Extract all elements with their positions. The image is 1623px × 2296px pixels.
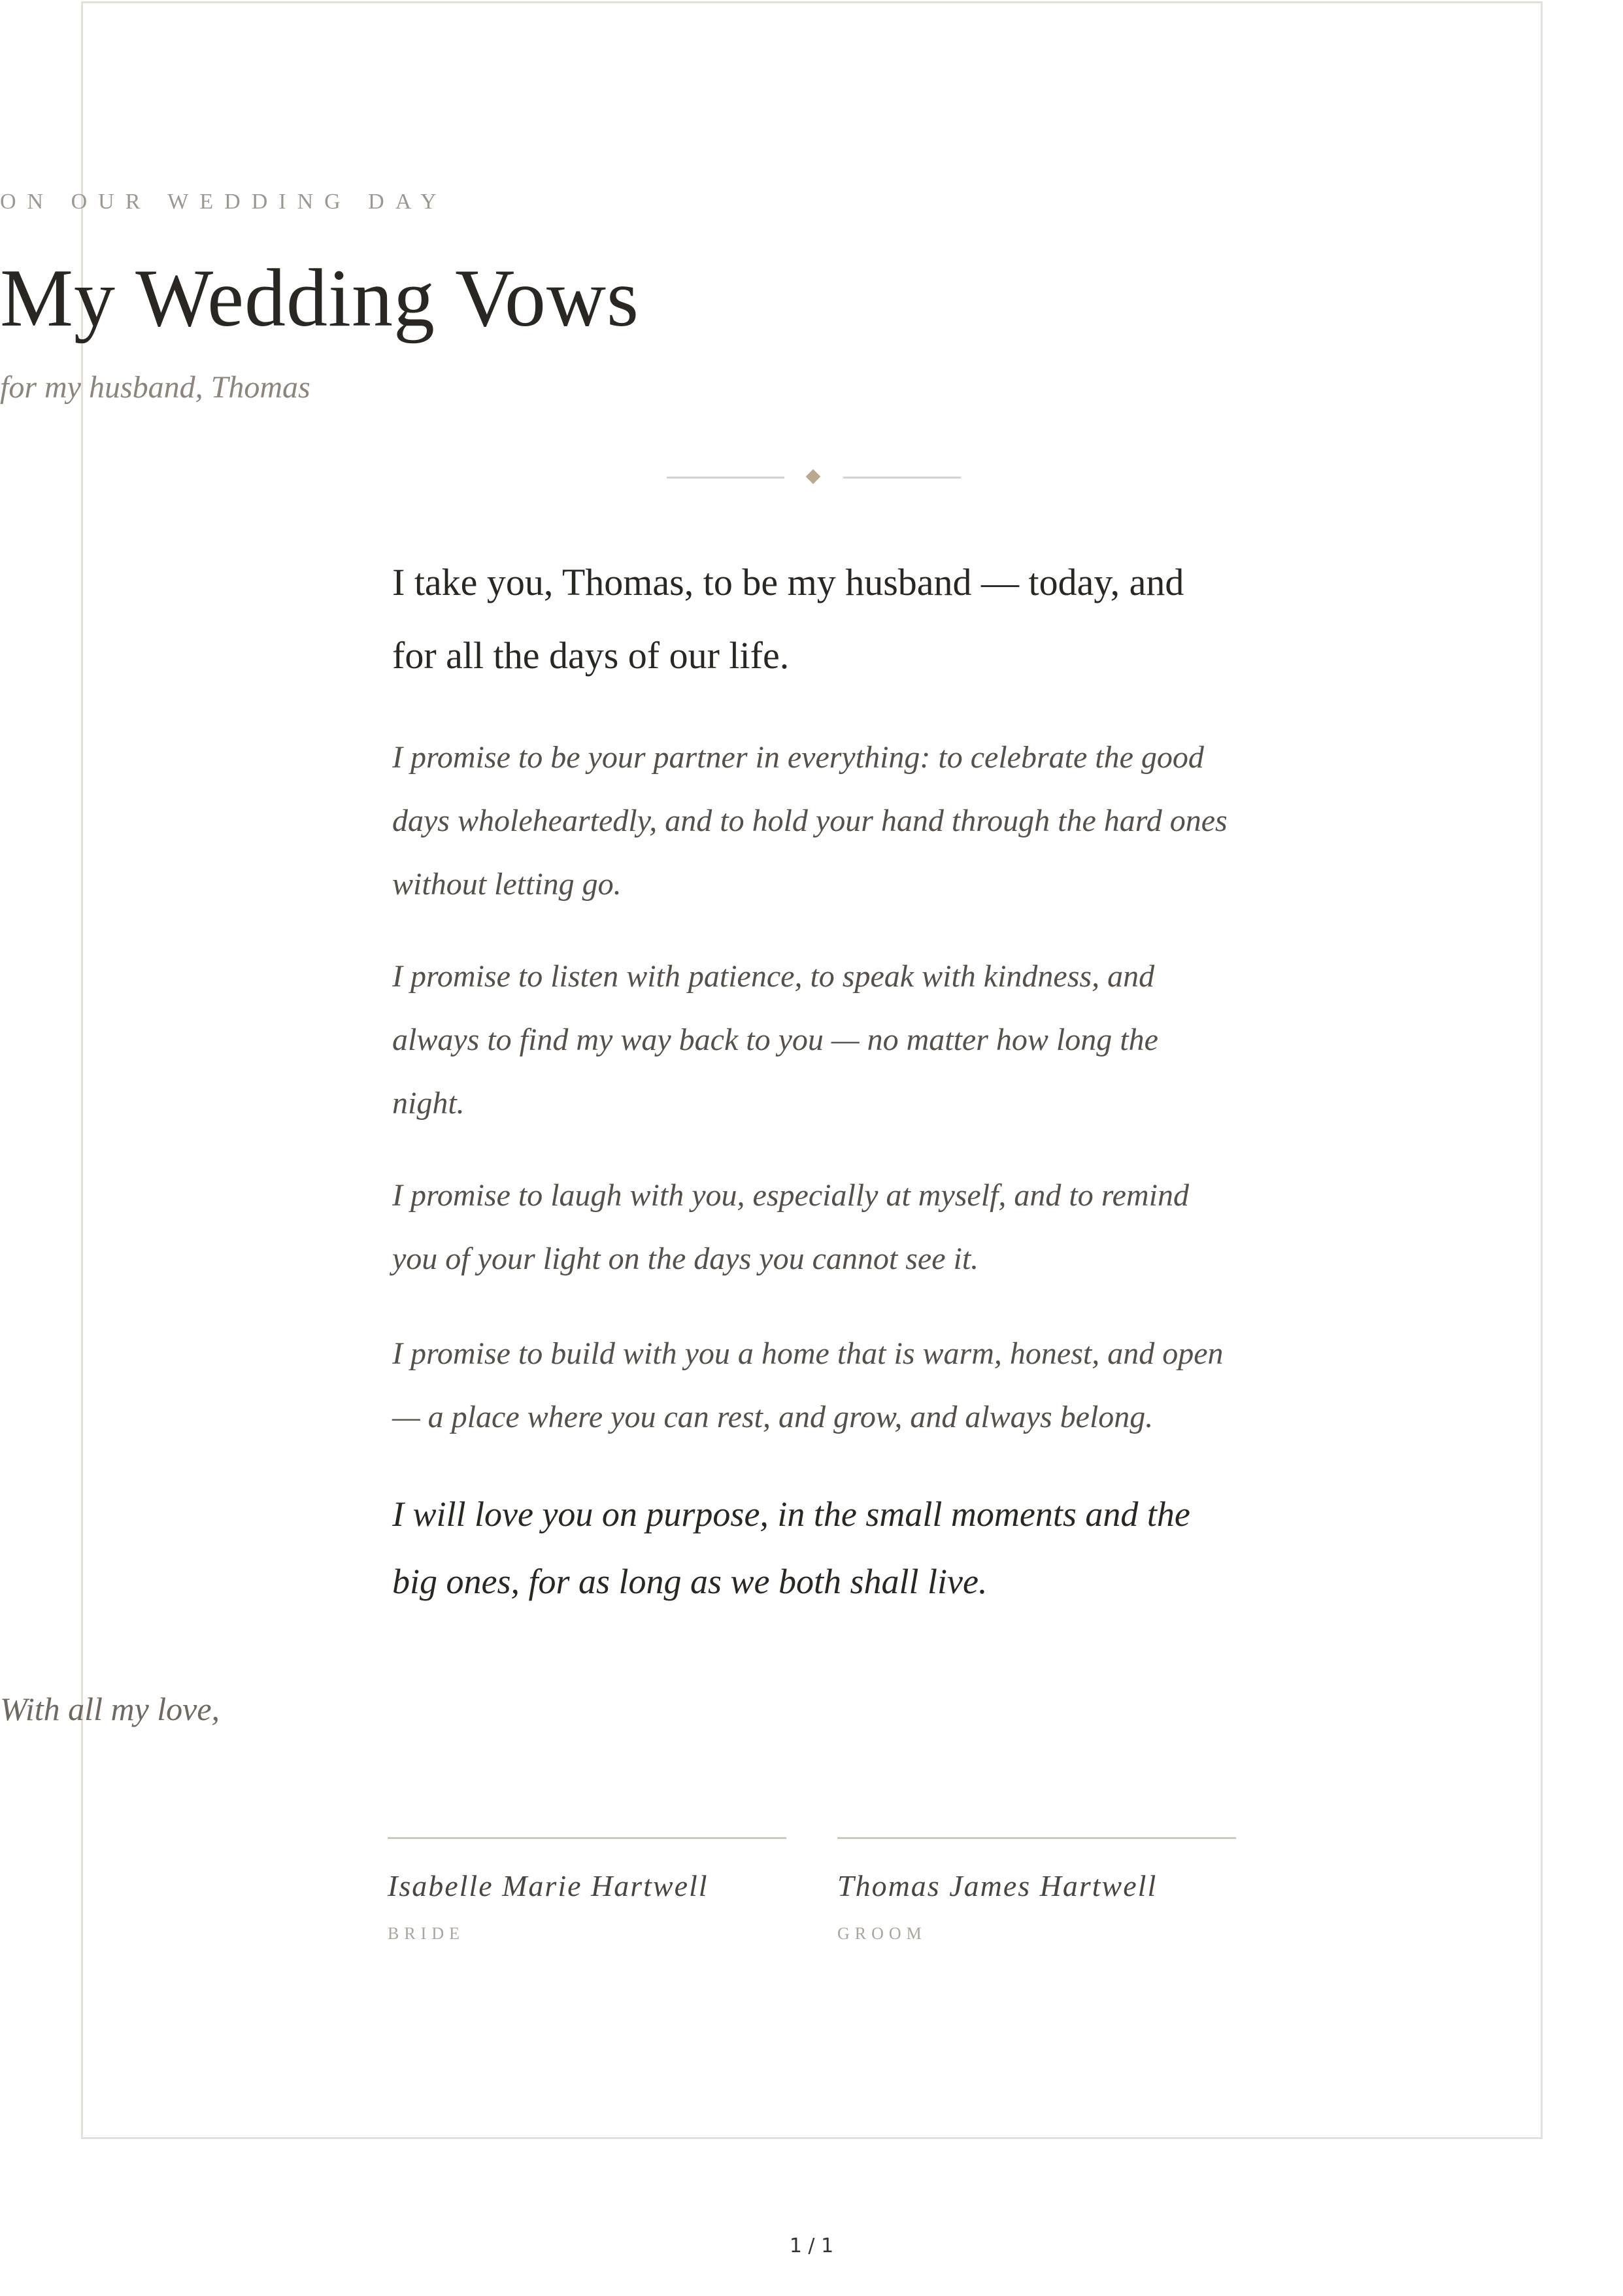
divider-line-right (843, 477, 961, 479)
signature-line (388, 1837, 786, 1839)
promise-paragraph-2: I promise to listen with patience, to speak with kindness, and always to find my way back to you — no matter how long the night. (392, 959, 1158, 1121)
ornament-divider (667, 467, 961, 487)
groom-signature-block (837, 1837, 1236, 1944)
opening-vow (0, 546, 1623, 692)
bride-signature-block (388, 1837, 786, 1944)
page-subtitle: for my husband, Thomas (0, 370, 310, 405)
closing-vow: I will love you on purpose, in the small moments and the big ones, for as long as we both shall live. (392, 1494, 1190, 1601)
bride-name: Isabelle Marie Hartwell (388, 1869, 709, 1902)
page-title: My Wedding Vows (0, 253, 640, 344)
diamond-icon (806, 469, 821, 484)
divider-line-left (667, 477, 784, 479)
groom-name: Thomas James Hartwell (837, 1869, 1158, 1902)
bride-role-label: BRIDE (388, 1924, 465, 1943)
signoff-text: With all my love, (0, 1691, 220, 1727)
page-number: 1 / 1 (789, 2235, 834, 2257)
eyebrow-text: ON OUR WEDDING DAY (0, 190, 448, 214)
signature-line (837, 1837, 1236, 1839)
promise-paragraph-3: I promise to laugh with you, especially at myself, and to remind you of your light on the days you cannot see it. (392, 1178, 1189, 1276)
promise-paragraph-4: I promise to build with you a home that is warm, honest, and open — a place where you can rest, and grow, and always belong. (392, 1336, 1224, 1434)
opening-vow-text: I take you, Thomas, to be my husband — today, and for all the days of our life. (392, 561, 1184, 677)
groom-role-label: GROOM (837, 1924, 927, 1943)
promise-paragraph-1: I promise to be your partner in everything: to celebrate the good days wholeheartedly, and to hold your hand through the hard ones without letting go. (392, 740, 1228, 902)
